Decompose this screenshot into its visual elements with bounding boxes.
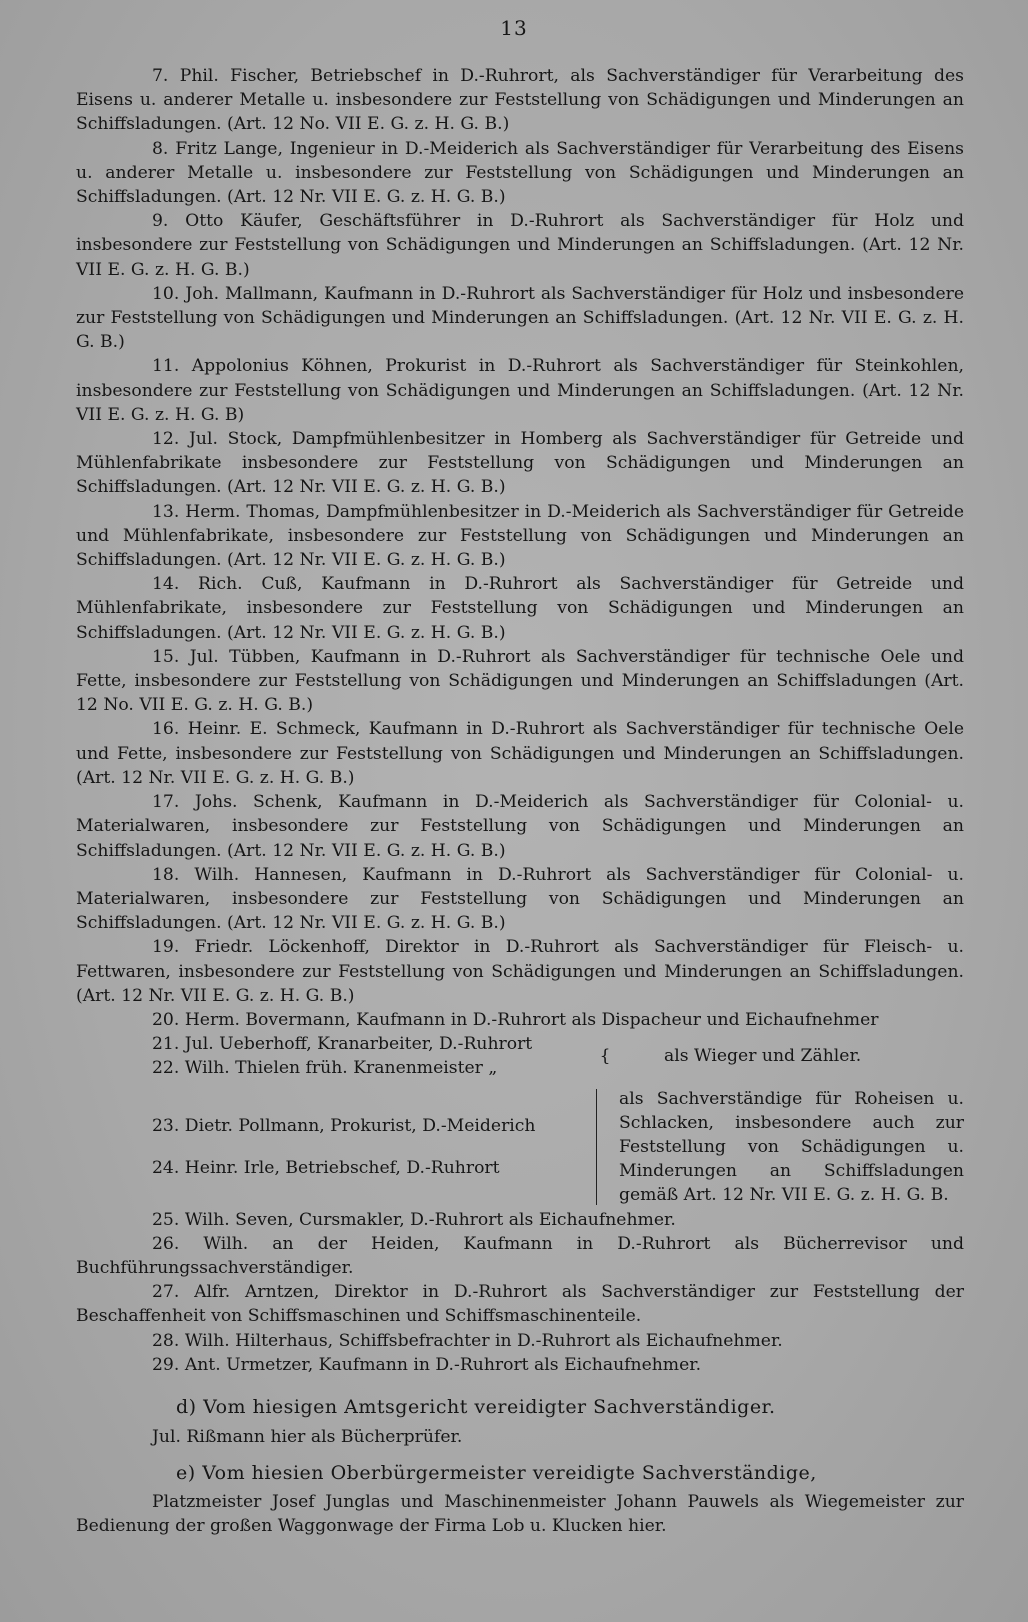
list-item: 19. Friedr. Löckenhoff, Direktor in D.-Ruhrort als Sachverständiger für Fleisch- u. Fettwaren, insbesondere zur Feststellung von Schädigungen und Minderungen an Schiffsladungen. (Art. 12 Nr. VII E. G. z. H. G. B.) [76, 937, 964, 1006]
list-item: 14. Rich. Cuß, Kaufmann in D.-Ruhrort als Sachverständiger für Getreide und Mühlenfabrikate, insbesondere zur Feststellung von Schädigungen und Minderungen an Schiffsladungen. (Art. 12 Nr. VII E. G. z. H. G. B.) [76, 574, 965, 643]
entries-list-b [76, 1208, 964, 1377]
brace-icon [596, 1089, 617, 1205]
list-item: 13. Herm. Thomas, Dampfmühlenbesitzer in D.-Meiderich als Sachverständiger für Getreide und Mühlenfabrikate, insbesondere zur Feststellung von Schädigungen und Minderungen an Schiffsladungen. (Art. 12 Nr. VII E. G. z. H. G. B.) [76, 501, 964, 571]
list-item: 11. Appolonius Köhnen, Prokurist in D.-Ruhrort als Sachverständiger für Steinkohlen, insbesondere zur Feststellung von Schädigungen und Minderungen an Schiffsladungen. (Art. 12 Nr. VII E. G. z. H. G. B) [76, 356, 964, 425]
list-item: 12. Jul. Stock, Dampfmühlenbesitzer in Homberg als Sachverständiger für Getreide und Mühlenfabrikate insbesondere zur Feststellung von Schädigungen und Minderungen an Schiffsladungen. (Art. 12 Nr. VII E. G. z. H. G. B.) [76, 429, 965, 498]
entries-list-a [76, 64, 964, 1032]
section-d-text: Jul. Rißmann hier als Bücherprüfer. [152, 1427, 463, 1448]
group1-names [76, 1032, 596, 1080]
list-item: 29. Ant. Urmetzer, Kaufmann in D.-Ruhrort als Eichaufnehmer. [152, 1354, 702, 1375]
section-d-heading: d) Vom hiesigen Amtsgericht vereidigter Sachverständiger. [176, 1395, 776, 1418]
list-item: 15. Jul. Tübben, Kaufmann in D.-Ruhrort als Sachverständiger für technische Oele und Fette, insbesondere zur Feststellung von Schädigungen und Minderungen an Schiffsladungen (Art. 12 No. VII E. G. z. H. G. B.) [76, 646, 964, 716]
list-item: 25. Wilh. Seven, Cursmakler, D.-Ruhrort als Eichaufnehmer. [152, 1209, 676, 1230]
section-e-text: Platzmeister Josef Junglas und Maschinenmeister Johann Pauwels als Wiegemeister zur Bedienung der großen Waggonwage der Firma Lob u. Klucken hier. [76, 1491, 964, 1536]
list-item: 9. Otto Käufer, Geschäftsführer in D.-Ruhrort als Sachverständiger für Holz und insbesondere zur Feststellung von Schädigungen und Minderungen an Schiffsladungen. (Art. 12 Nr. VII E. G. z. H. G. B.) [76, 211, 964, 280]
group-roheisen [76, 1087, 964, 1208]
list-item: 10. Joh. Mallmann, Kaufmann in D.-Ruhrort als Sachverständiger für Holz und insbesondere zur Feststellung von Schädigungen und Minderungen an Schiffsladungen. (Art. 12 Nr. VII E. G. z. H. G. B.) [76, 283, 964, 353]
section-e-heading: e) Vom hiesien Oberbürgermeister vereidigte Sachverständige, [176, 1462, 817, 1485]
group1-role: als Wieger und Zähler. [664, 1046, 862, 1067]
group1-name-21: 21. Jul. Ueberhoff, Kranarbeiter, D.-Ruhrort [152, 1034, 533, 1055]
list-item: 17. Johs. Schenk, Kaufmann in D.-Meiderich als Sachverständiger für Colonial- u. Materialwaren, insbesondere zur Feststellung von Schädigungen und Minderungen an Schiffsladungen. (Art. 12 Nr. VII E. G. z. H. G. B.) [76, 792, 964, 861]
list-item: 18. Wilh. Hannesen, Kaufmann in D.-Ruhrort als Sachverständiger für Colonial- u. Materialwaren, insbesondere zur Feststellung von Schädigungen und Minderungen an Schiffsladungen. (Art. 12 Nr. VII E. G. z. H. G. B.) [76, 864, 964, 934]
list-item: 8. Fritz Lange, Ingenieur in D.-Meiderich als Sachverständiger für Verarbeitung des Eisens u. anderer Metalle u. insbesondere zur Feststellung von Schädigungen und Minderungen an Schiffsladungen. (Art. 12 Nr. VII E. G. z. H. G. B.) [76, 138, 965, 208]
brace-icon: { [599, 1046, 611, 1067]
list-item: 20. Herm. Bovermann, Kaufmann in D.-Ruhrort als Dispacheur und Eichaufnehmer [152, 1009, 879, 1030]
document-body [76, 64, 964, 1538]
list-item: 28. Wilh. Hilterhaus, Schiffsbefrachter in D.-Ruhrort als Eichaufnehmer. [152, 1330, 783, 1351]
group2-name-24: 24. Heinr. Irle, Betriebschef, D.-Ruhrort [152, 1158, 500, 1179]
list-item: 7. Phil. Fischer, Betriebschef in D.-Ruhrort, als Sachverständiger für Verarbeitung des Eisens u. anderer Metalle u. insbesondere zur Feststellung von Schädigungen und Minderungen an Schiffsladungen. (Art. 12 No. VII E. G. z. H. G. B.) [76, 66, 964, 135]
group2-name-23: 23. Dietr. Pollmann, Prokurist, D.-Meiderich [152, 1115, 536, 1136]
list-item: 27. Alfr. Arntzen, Direktor in D.-Ruhrort als Sachverständiger zur Feststellung der Beschaffenheit von Schiffsmaschinen und Schiffsmaschinenteile. [76, 1282, 964, 1327]
page-number: 13 [500, 16, 528, 40]
list-item: 26. Wilh. an der Heiden, Kaufmann in D.-Ruhrort als Bücherrevisor und Buchführungssachverständiger. [76, 1233, 964, 1278]
group2-names [76, 1114, 596, 1180]
group-wieger-zaehler [76, 1032, 964, 1080]
group2-role: als Sachverständige für Roheisen u. Schlacken, insbesondere auch zur Feststellung von Schädigungen u. Minderungen an Schiffsladungen gemäß Art. 12 Nr. VII E. G. z. H. G. B. [619, 1088, 964, 1206]
list-item: 16. Heinr. E. Schmeck, Kaufmann in D.-Ruhrort als Sachverständiger für technische Oele und Fette, insbesondere zur Feststellung von Schädigungen und Minderungen an Schiffsladungen. (Art. 12 Nr. VII E. G. z. H. G. B.) [76, 719, 965, 788]
group1-name-22: 22. Wilh. Thielen früh. Kranenmeister „ [152, 1058, 498, 1079]
